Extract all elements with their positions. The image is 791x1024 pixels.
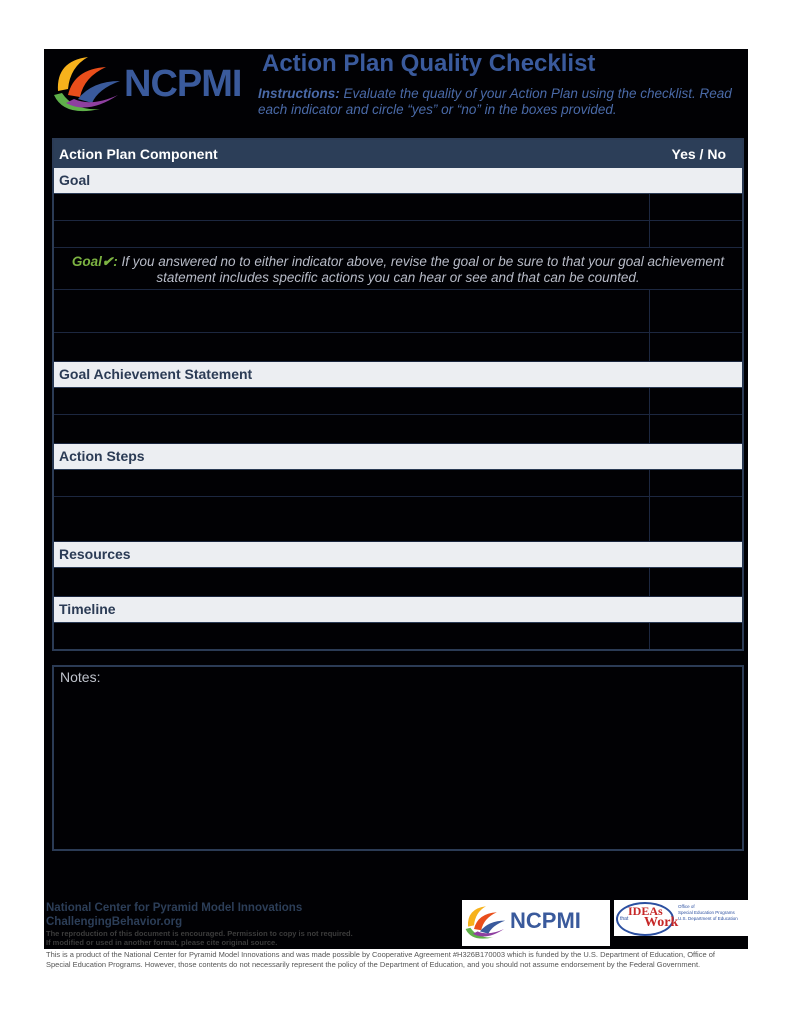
section-timeline: Timeline <box>54 597 742 623</box>
instructions-text: Evaluate the quality of your Action Plan using the checklist. Read each indicator and circle “yes” or “no” in the boxes provided. <box>258 86 732 117</box>
goal-note-label: Goal✔: <box>71 254 118 269</box>
section-goal: Goal <box>54 168 742 194</box>
table-row <box>54 415 742 444</box>
table-row <box>54 623 742 649</box>
goal-note-text: If you answered no to either indicator above, revise the goal or be sure to that your goal achievement statement includes specific actions you can hear or see and that can be counted. <box>121 254 725 285</box>
yes-no-cell[interactable] <box>649 388 742 414</box>
section-goal-achievement-statement: Goal Achievement Statement <box>54 362 742 388</box>
yes-no-cell[interactable] <box>649 194 742 220</box>
ncpmi-logo <box>48 51 242 119</box>
table-row <box>54 497 742 542</box>
pyramid-swirl-icon <box>48 51 128 119</box>
yes-no-cell[interactable] <box>649 415 742 443</box>
table-row <box>54 470 742 497</box>
funding-disclaimer: This is a product of the National Center for Pyramid Model Innovations and was made possible by Cooperative Agreement #H326B170003 which is funded by the U.S. Department of Education, Office of Special Education Programs. However, those contents do not necessarily represent the policy of the Department of Education, and you should not assume endorsement by the Federal Government. <box>46 950 715 969</box>
yes-no-cell[interactable] <box>649 623 742 649</box>
footer-org-name: National Center for Pyramid Model Innovations <box>46 902 303 914</box>
instructions-label: Instructions: <box>258 86 340 101</box>
footer-logo-wordmark: NCPMI <box>510 908 581 933</box>
section-resources: Resources <box>54 542 742 568</box>
ideas-that-work-logo <box>614 900 748 936</box>
table-header <box>54 140 742 168</box>
osep-line3: U.S. Department of Education <box>678 916 738 921</box>
footer-website-link[interactable]: ChallengingBehavior.org <box>46 916 183 928</box>
goal-note <box>54 248 742 290</box>
table-row <box>54 194 742 221</box>
notes-box[interactable] <box>52 665 744 851</box>
permission-line2: If modified or used in another format, please cite original source. <box>46 938 278 947</box>
yes-no-cell[interactable] <box>649 497 742 541</box>
page-title: Action Plan Quality Checklist <box>262 50 596 77</box>
yes-no-cell[interactable] <box>649 290 742 332</box>
ideas-bottom-text: Work <box>644 915 679 930</box>
footer-ncpmi-logo <box>462 900 610 946</box>
notes-label: Notes: <box>60 669 101 685</box>
column-header-component: Action Plan Component <box>59 146 218 162</box>
yes-no-cell[interactable] <box>649 568 742 596</box>
section-action-steps: Action Steps <box>54 444 742 470</box>
yes-no-cell[interactable] <box>649 333 742 361</box>
pyramid-swirl-icon <box>462 901 510 945</box>
yes-no-cell[interactable] <box>649 470 742 496</box>
table-row <box>54 568 742 597</box>
column-header-yes-no: Yes / No <box>671 146 726 162</box>
osep-text <box>678 904 738 922</box>
footer-org <box>46 901 302 929</box>
permission-notice <box>46 929 353 947</box>
checklist-page <box>44 49 748 949</box>
table-row <box>54 290 742 333</box>
osep-line2: Special Education Programs <box>678 910 735 915</box>
permission-line1: The reproduction of this document is encouraged. Permission to copy is not required. <box>46 929 353 938</box>
instructions <box>258 86 746 118</box>
table-row <box>54 388 742 415</box>
table-row <box>54 221 742 248</box>
osep-line1: Office of <box>678 904 695 909</box>
yes-no-cell[interactable] <box>649 221 742 247</box>
checklist-table <box>52 138 744 651</box>
ideas-mid-text: that <box>620 916 629 922</box>
table-row <box>54 333 742 362</box>
logo-wordmark: NCPMI <box>124 63 242 105</box>
ideas-top-text: IDEAs <box>628 904 663 918</box>
